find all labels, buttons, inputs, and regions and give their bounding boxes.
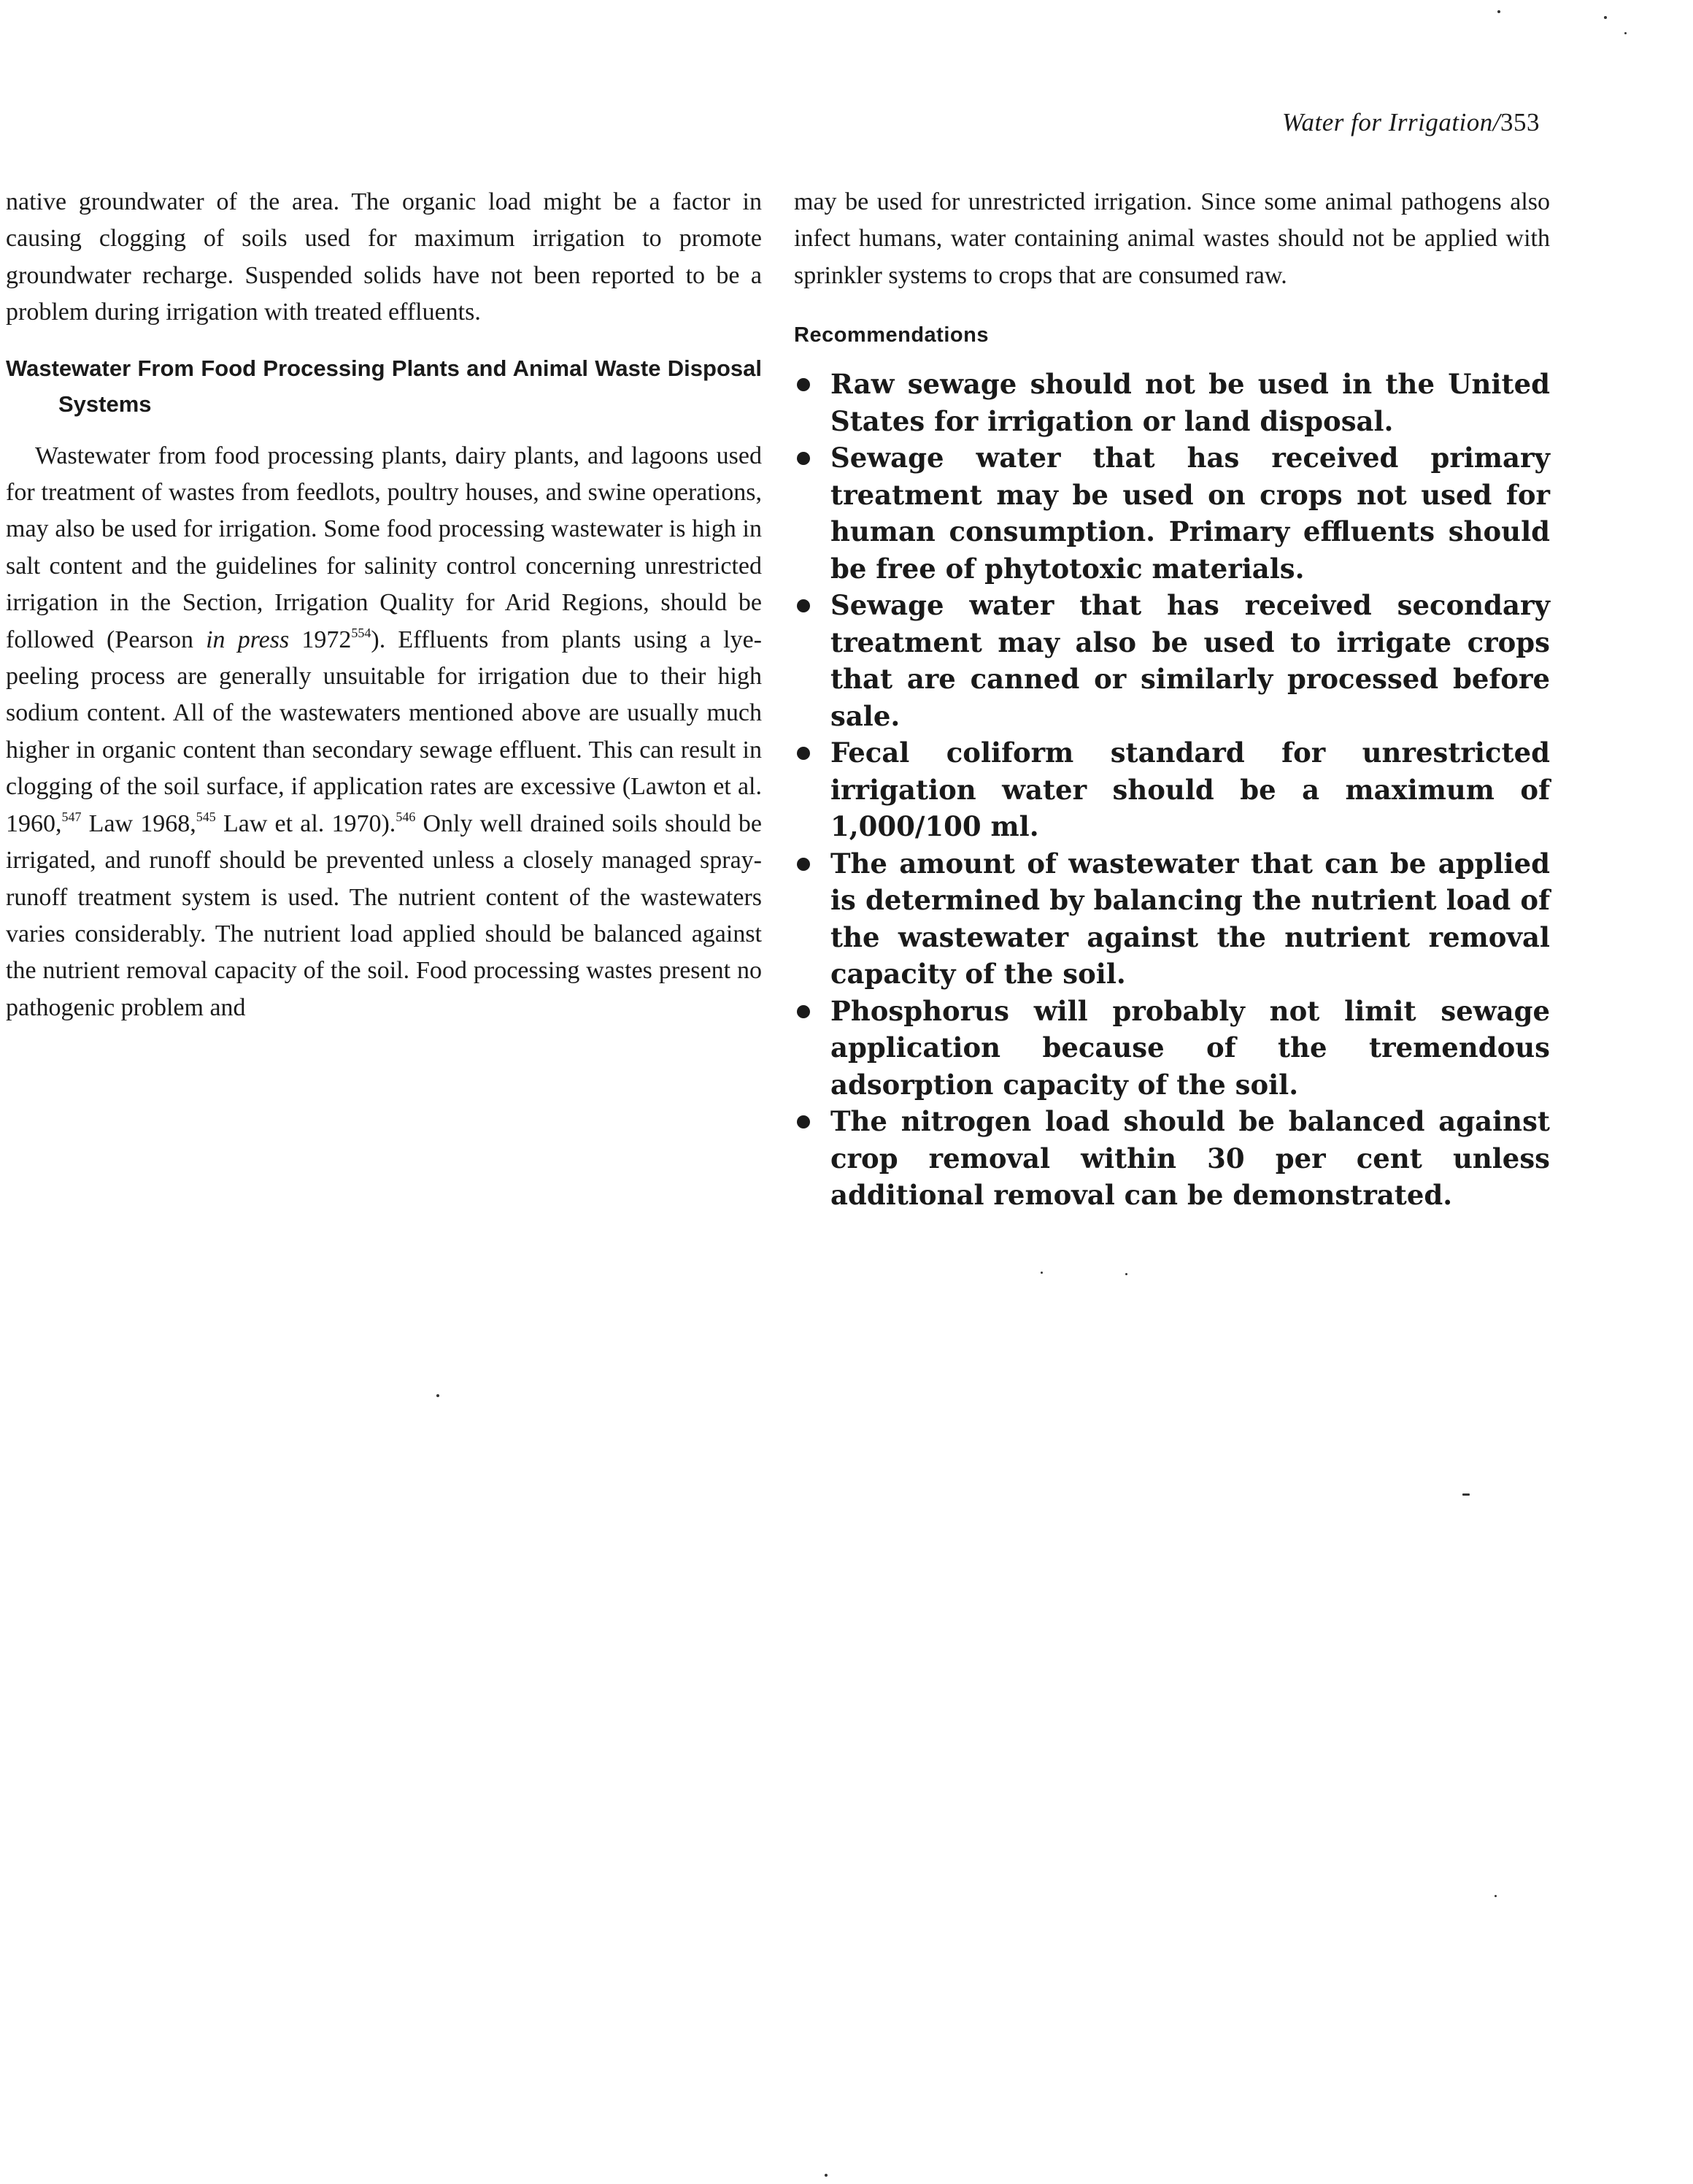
recommendation-item — [794, 734, 1550, 845]
recommendation-item — [794, 993, 1550, 1104]
scan-speck — [1125, 1273, 1127, 1275]
paragraph-groundwater: native groundwater of the area. The organic load might be a factor in causing clogging of soils used for maximum irrigation to promote groundwater recharge. Suspended solids have not been reported to be a problem during irrigation with treated effluents. — [6, 188, 762, 326]
recommendation-text: Phosphorus will probably not limit sewage application because of the tremendous adsorption capacity of the soil. — [830, 994, 1550, 1101]
bullet-icon — [797, 1005, 810, 1018]
recommendations-heading: Recommendations — [794, 323, 989, 347]
running-title: Water for Irrigation/ — [1282, 108, 1500, 136]
paragraph-food-processing — [6, 438, 762, 1027]
recommendation-text: The amount of wastewater that can be applied is determined by balancing the nutrient load of the wastewater against the nutrient removal capacity of the soil. — [830, 847, 1550, 991]
recommendation-text: Raw sewage should not be used in the United States for irrigation or land disposal. — [830, 368, 1550, 437]
scan-speck — [1462, 1493, 1470, 1496]
scan-speck — [1041, 1272, 1043, 1274]
right-column — [794, 184, 1550, 1214]
scan-speck — [1497, 10, 1500, 13]
page-number: 353 — [1500, 108, 1540, 136]
reference-545: 545 — [196, 809, 216, 824]
para-text-5: Only well drained soils should be irrigated, and runoff should be prevented unless a closely managed spray-runoff treatment system is used. The nutrient content of the wastewaters varies considerably. The nutrient load applied should be balanced against the nutrient removal capacity of the soil. Food processing wastes present no pathogenic problem and — [6, 810, 762, 1021]
section-heading-wastewater: Wastewater From Food Processing Plants and Animal Waste Disposal Systems — [6, 355, 762, 417]
recommendation-item — [794, 366, 1550, 439]
bullet-icon — [797, 858, 810, 871]
recommendations-list — [794, 366, 1550, 1214]
running-header — [1282, 108, 1540, 137]
scan-speck — [1495, 1895, 1497, 1897]
reference-554: 554 — [351, 625, 371, 640]
bullet-icon — [797, 747, 810, 760]
recommendation-item — [794, 845, 1550, 993]
recommendation-text: Fecal coliform standard for unrestricted irrigation water should be a maximum of 1,000/100 ml. — [830, 737, 1550, 843]
recommendation-text: Sewage water that has received secondary treatment may also be used to irrigate crops that are canned or similarly processed before sale. — [830, 589, 1550, 732]
recommendation-item — [794, 587, 1550, 734]
italic-in-press: in press — [206, 626, 290, 653]
bullet-icon — [797, 599, 810, 612]
recommendation-item — [794, 1103, 1550, 1214]
reference-547: 547 — [61, 809, 82, 824]
recommendation-text: Sewage water that has received primary treatment may be used on crops not used for human consumption. Primary effluents should be free of phytotoxic materials. — [830, 442, 1550, 585]
para-text-3: Law 1968, — [81, 810, 196, 837]
bullet-icon — [797, 1115, 810, 1128]
para-text-1b: 1972 — [289, 626, 352, 653]
scan-speck — [1604, 16, 1607, 19]
recommendation-item — [794, 439, 1550, 587]
recommendation-text: The nitrogen load should be balanced against crop removal within 30 per cent unless additional removal can be demonstrated. — [830, 1105, 1550, 1212]
para-text-1: Wastewater from food processing plants, dairy plants, and lagoons used for treatment of wastes from feedlots, poultry houses, and swine operations, may also be used for irrigation. Some food processing wastewater is high in salt content and the guidelines for salinity control concerning unrestricted irrigation in the Section, Irrigation Quality for Arid Regions, should be followed (Pearson — [6, 442, 762, 653]
bullet-icon — [797, 452, 810, 465]
scan-speck — [436, 1394, 439, 1397]
bullet-icon — [797, 378, 810, 391]
scan-speck — [825, 2174, 828, 2177]
reference-546: 546 — [396, 809, 416, 824]
left-column — [6, 184, 762, 1026]
paragraph-pathogens: may be used for unrestricted irrigation. Since some animal pathogens also infect humans, water containing animal wastes should not be applied with sprinkler systems to crops that are consumed raw. — [794, 188, 1550, 289]
scan-speck — [1624, 32, 1627, 34]
para-text-4: Law et al. 1970). — [215, 810, 396, 837]
para-text-2: ). Effluents from plants using a lye-peeling process are generally unsuitable for irrigation due to their high sodium content. All of the wastewaters mentioned above are usually much higher in organic content than secondary sewage effluent. This can result in clogging of the soil surface, if application rates are excessive (Lawton et al. 1960, — [6, 626, 762, 837]
